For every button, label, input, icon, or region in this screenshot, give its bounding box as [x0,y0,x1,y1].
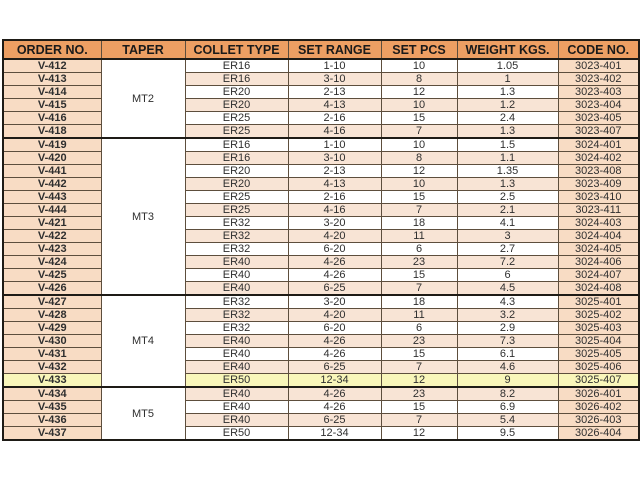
table-row [3,387,639,401]
set-range-cell: 1-10 [288,138,381,152]
code-no-cell: 3025-404 [558,335,639,348]
set-pcs-cell: 15 [381,269,457,282]
set-pcs-cell: 23 [381,256,457,269]
order-no-cell: V-433 [3,374,101,388]
set-range-cell: 3-10 [288,73,381,86]
collet-type-cell: ER50 [185,374,288,388]
weight-kgs-cell: 2.7 [457,243,558,256]
column-header-col-taper: TAPER [101,40,185,59]
code-no-cell: 3026-401 [558,387,639,401]
weight-kgs-cell: 1.3 [457,125,558,139]
weight-kgs-cell: 1.35 [457,165,558,178]
code-no-cell: 3023-407 [558,125,639,139]
order-no-cell: V-437 [3,427,101,441]
order-no-cell: V-418 [3,125,101,139]
weight-kgs-cell: 7.3 [457,335,558,348]
order-no-cell: V-416 [3,112,101,125]
code-no-cell: 3026-403 [558,414,639,427]
order-no-cell: V-436 [3,414,101,427]
table-row [3,152,639,165]
column-header-col-set-range: SET RANGE [288,40,381,59]
column-header-col-set-pcs: SET PCS [381,40,457,59]
table-row [3,335,639,348]
collet-type-cell: ER32 [185,217,288,230]
table-row [3,165,639,178]
weight-kgs-cell: 5.4 [457,414,558,427]
collet-type-cell: ER20 [185,178,288,191]
set-range-cell: 1-10 [288,59,381,73]
set-pcs-cell: 10 [381,138,457,152]
set-pcs-cell: 6 [381,322,457,335]
collet-type-cell: ER32 [185,230,288,243]
order-no-cell: V-444 [3,204,101,217]
set-range-cell: 6-20 [288,243,381,256]
order-no-cell: V-413 [3,73,101,86]
order-no-cell: V-432 [3,361,101,374]
collet-type-cell: ER40 [185,401,288,414]
set-pcs-cell: 23 [381,335,457,348]
weight-kgs-cell: 1.05 [457,59,558,73]
collet-type-cell: ER40 [185,269,288,282]
weight-kgs-cell: 1 [457,73,558,86]
set-range-cell: 4-26 [288,256,381,269]
order-no-cell: V-429 [3,322,101,335]
table-row [3,217,639,230]
collet-type-cell: ER40 [185,387,288,401]
set-range-cell: 3-20 [288,217,381,230]
code-no-cell: 3025-406 [558,361,639,374]
set-range-cell: 4-26 [288,335,381,348]
order-no-cell: V-427 [3,295,101,309]
set-range-cell: 3-20 [288,295,381,309]
collet-type-cell: ER20 [185,165,288,178]
set-pcs-cell: 7 [381,361,457,374]
table-row [3,204,639,217]
code-no-cell: 3024-401 [558,138,639,152]
weight-kgs-cell: 1.2 [457,99,558,112]
set-range-cell: 12-34 [288,427,381,441]
weight-kgs-cell: 9 [457,374,558,388]
set-range-cell: 2-13 [288,165,381,178]
set-pcs-cell: 11 [381,309,457,322]
column-header-col-weight-kgs: WEIGHT KGS. [457,40,558,59]
weight-kgs-cell: 2.1 [457,204,558,217]
set-pcs-cell: 10 [381,178,457,191]
code-no-cell: 3023-403 [558,86,639,99]
table-body [3,59,639,440]
weight-kgs-cell: 1.3 [457,86,558,99]
set-pcs-cell: 12 [381,374,457,388]
order-no-cell: V-431 [3,348,101,361]
set-pcs-cell: 11 [381,230,457,243]
set-pcs-cell: 12 [381,165,457,178]
table-row [3,243,639,256]
collet-type-cell: ER50 [185,427,288,441]
set-pcs-cell: 7 [381,414,457,427]
code-no-cell: 3026-402 [558,401,639,414]
set-pcs-cell: 18 [381,295,457,309]
set-pcs-cell: 7 [381,204,457,217]
order-no-cell: V-419 [3,138,101,152]
collet-type-cell: ER20 [185,86,288,99]
set-range-cell: 4-13 [288,99,381,112]
table-row [3,86,639,99]
order-no-cell: V-441 [3,165,101,178]
set-pcs-cell: 10 [381,99,457,112]
order-no-cell: V-442 [3,178,101,191]
order-no-cell: V-415 [3,99,101,112]
set-range-cell: 2-16 [288,191,381,204]
set-range-cell: 4-16 [288,204,381,217]
order-no-cell: V-422 [3,230,101,243]
weight-kgs-cell: 2.5 [457,191,558,204]
code-no-cell: 3023-401 [558,59,639,73]
table-row [3,401,639,414]
set-pcs-cell: 6 [381,243,457,256]
set-pcs-cell: 15 [381,348,457,361]
taper-cell: MT5 [101,387,185,440]
code-no-cell: 3024-403 [558,217,639,230]
code-no-cell: 3024-406 [558,256,639,269]
collet-type-cell: ER25 [185,125,288,139]
collet-set-spec-table [2,39,640,441]
code-no-cell: 3023-411 [558,204,639,217]
table-row [3,322,639,335]
set-range-cell: 4-20 [288,309,381,322]
code-no-cell: 3026-404 [558,427,639,441]
set-pcs-cell: 12 [381,427,457,441]
weight-kgs-cell: 3 [457,230,558,243]
taper-cell: MT2 [101,59,185,138]
set-range-cell: 2-16 [288,112,381,125]
set-pcs-cell: 7 [381,282,457,296]
weight-kgs-cell: 4.6 [457,361,558,374]
table-row [3,99,639,112]
weight-kgs-cell: 7.2 [457,256,558,269]
order-no-cell: V-420 [3,152,101,165]
weight-kgs-cell: 1.1 [457,152,558,165]
weight-kgs-cell: 4.5 [457,282,558,296]
set-pcs-cell: 7 [381,125,457,139]
set-pcs-cell: 12 [381,86,457,99]
table-row [3,125,639,139]
set-range-cell: 6-25 [288,361,381,374]
order-no-cell: V-421 [3,217,101,230]
table-row [3,348,639,361]
set-pcs-cell: 15 [381,191,457,204]
weight-kgs-cell: 6 [457,269,558,282]
code-no-cell: 3025-403 [558,322,639,335]
order-no-cell: V-426 [3,282,101,296]
order-no-cell: V-412 [3,59,101,73]
weight-kgs-cell: 1.3 [457,178,558,191]
table-row [3,138,639,152]
set-pcs-cell: 10 [381,59,457,73]
table-row [3,112,639,125]
table-row [3,361,639,374]
table-row [3,269,639,282]
set-pcs-cell: 15 [381,401,457,414]
set-range-cell: 4-20 [288,230,381,243]
collet-type-cell: ER16 [185,152,288,165]
set-pcs-cell: 8 [381,73,457,86]
code-no-cell: 3025-407 [558,374,639,388]
collet-type-cell: ER25 [185,112,288,125]
table-row [3,178,639,191]
weight-kgs-cell: 8.2 [457,387,558,401]
table-row [3,282,639,296]
table-row [3,427,639,441]
collet-type-cell: ER40 [185,256,288,269]
collet-type-cell: ER32 [185,322,288,335]
order-no-cell: V-423 [3,243,101,256]
taper-cell: MT3 [101,138,185,295]
collet-type-cell: ER20 [185,99,288,112]
weight-kgs-cell: 4.3 [457,295,558,309]
table-row [3,309,639,322]
weight-kgs-cell: 4.1 [457,217,558,230]
code-no-cell: 3024-408 [558,282,639,296]
weight-kgs-cell: 6.9 [457,401,558,414]
weight-kgs-cell: 2.4 [457,112,558,125]
set-range-cell: 2-13 [288,86,381,99]
weight-kgs-cell: 9.5 [457,427,558,441]
code-no-cell: 3024-405 [558,243,639,256]
column-header-col-code-no: CODE NO. [558,40,639,59]
code-no-cell: 3023-404 [558,99,639,112]
table-row [3,73,639,86]
order-no-cell: V-414 [3,86,101,99]
collet-type-cell: ER32 [185,295,288,309]
table-header-row [3,40,639,59]
taper-cell: MT4 [101,295,185,387]
set-pcs-cell: 18 [381,217,457,230]
set-range-cell: 4-13 [288,178,381,191]
set-pcs-cell: 15 [381,112,457,125]
weight-kgs-cell: 2.9 [457,322,558,335]
set-range-cell: 4-26 [288,401,381,414]
set-range-cell: 4-16 [288,125,381,139]
code-no-cell: 3024-404 [558,230,639,243]
set-range-cell: 4-26 [288,348,381,361]
collet-type-cell: ER40 [185,282,288,296]
code-no-cell: 3024-407 [558,269,639,282]
collet-type-cell: ER16 [185,138,288,152]
collet-type-cell: ER40 [185,348,288,361]
collet-type-cell: ER25 [185,204,288,217]
order-no-cell: V-430 [3,335,101,348]
table-row [3,191,639,204]
table-row [3,256,639,269]
set-range-cell: 6-20 [288,322,381,335]
set-pcs-cell: 23 [381,387,457,401]
set-range-cell: 4-26 [288,387,381,401]
table-row [3,374,639,388]
weight-kgs-cell: 3.2 [457,309,558,322]
code-no-cell: 3023-405 [558,112,639,125]
set-range-cell: 3-10 [288,152,381,165]
collet-type-cell: ER32 [185,243,288,256]
collet-type-cell: ER40 [185,414,288,427]
code-no-cell: 3024-402 [558,152,639,165]
collet-type-cell: ER16 [185,59,288,73]
collet-type-cell: ER40 [185,335,288,348]
weight-kgs-cell: 1.5 [457,138,558,152]
set-range-cell: 6-25 [288,414,381,427]
column-header-col-collet-type: COLLET TYPE [185,40,288,59]
table-row [3,414,639,427]
table-row [3,230,639,243]
order-no-cell: V-434 [3,387,101,401]
code-no-cell: 3023-409 [558,178,639,191]
table-header [3,40,639,59]
order-no-cell: V-435 [3,401,101,414]
order-no-cell: V-428 [3,309,101,322]
column-header-col-order-no: ORDER NO. [3,40,101,59]
code-no-cell: 3025-401 [558,295,639,309]
collet-type-cell: ER25 [185,191,288,204]
code-no-cell: 3023-408 [558,165,639,178]
collet-type-cell: ER32 [185,309,288,322]
set-pcs-cell: 8 [381,152,457,165]
code-no-cell: 3023-410 [558,191,639,204]
table-row [3,59,639,73]
set-range-cell: 4-26 [288,269,381,282]
code-no-cell: 3025-402 [558,309,639,322]
set-range-cell: 6-25 [288,282,381,296]
order-no-cell: V-443 [3,191,101,204]
table-row [3,295,639,309]
weight-kgs-cell: 6.1 [457,348,558,361]
collet-type-cell: ER40 [185,361,288,374]
collet-type-cell: ER16 [185,73,288,86]
order-no-cell: V-424 [3,256,101,269]
set-range-cell: 12-34 [288,374,381,388]
code-no-cell: 3023-402 [558,73,639,86]
code-no-cell: 3025-405 [558,348,639,361]
order-no-cell: V-425 [3,269,101,282]
